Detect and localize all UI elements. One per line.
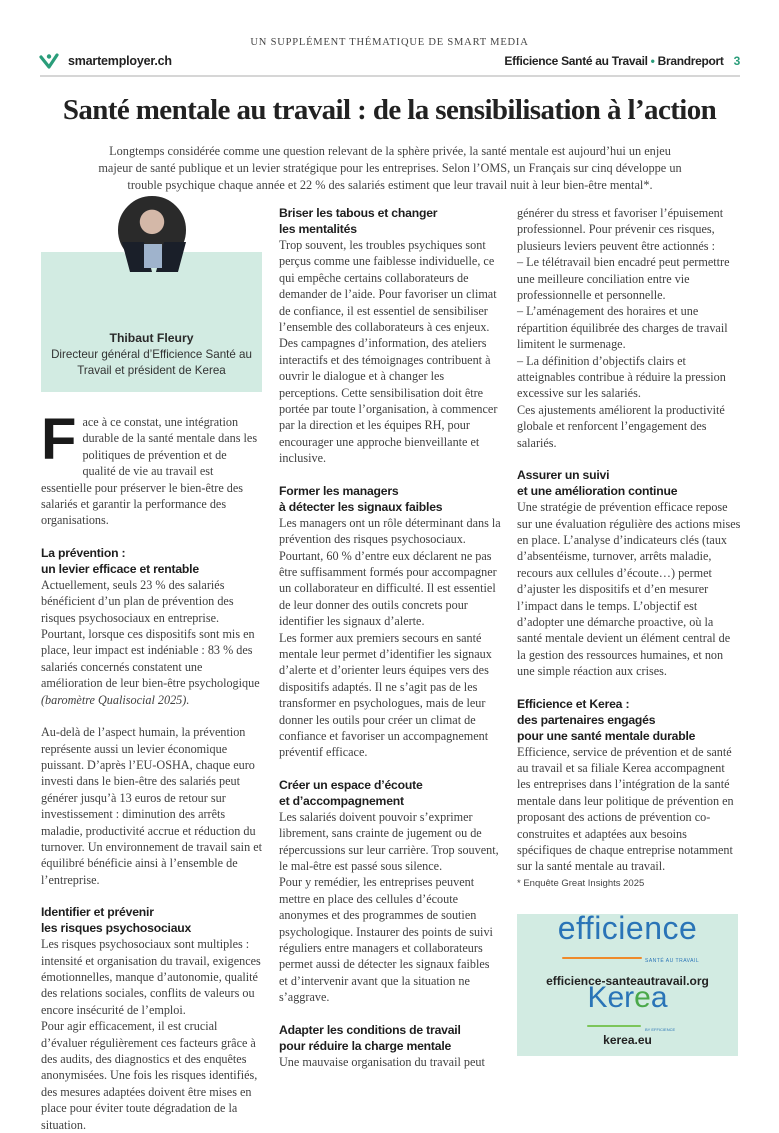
efficience-logo: efficience (557, 910, 698, 947)
site-name: smartemployer.ch (68, 54, 172, 68)
column-2 (279, 205, 501, 1070)
column-3 (517, 205, 741, 1056)
list-item: – L’aménagement des horaires et une répartition équilibrée des charges de travail limitent le surmenage. (517, 304, 728, 352)
section-heading: Briser les tabous et changer les mentalités (279, 206, 438, 236)
kerea-tagline: BY EFFICIENCE (645, 1027, 676, 1033)
section-paragraph: Actuellement, seuls 23 % des salariés bénéficient d’un plan de prévention des risques psychosociaux en entreprise. Pourtant, lorsque ces dispositifs sont mis en place, leur impact est indéniable : 83 % des salariés concernés constatent une amélioration de leur bien-être psychologique (baromètre Qualisocial 2025). (41, 577, 260, 707)
footnote: * Enquête Great Insights 2025 (517, 877, 645, 889)
section-paragraph: Les former aux premiers secours en santé mentale leur permet d’identifier les signaux d’alerte et d’orienter leurs équipes vers des dispositifs adaptés. Il ne s’agit pas de les transformer en psychologues, mais de leur donner les outils pour créer un climat de confiance et favoriser un accompagnement préventif efficace. (279, 630, 492, 760)
section-paragraph: Les managers ont un rôle déterminant dans la prévention des risques psychosociaux. Pourtant, 60 % d’entre eux déclarent ne pas être suffisamment formés pour accompagner un collaborateur en difficulté. Il est essentiel de leur donner des outils concrets pour identifier les signaux d’alerte. (279, 515, 501, 629)
section-paragraph: Les salariés doivent pouvoir s’exprimer librement, sans crainte de jugement ou de répercussions sur leur carrière. Trop souvent, le mal-être est passé sous silence. (279, 809, 499, 873)
avatar-shirt (144, 244, 162, 268)
section-paragraph: Au-delà de l’aspect humain, la prévention représente aussi un levier économique puissant. D’après l’EU-OSHA, chaque euro investi dans le bien-être des salariés peut générer jusqu’à 13 euros de retour sur investissement : diminution des arrêts maladie, productivité accrue et réduction du turnover. Un environnement de travail sain et équilibré bénéficie ainsi à l’ensemble de l’entreprise. (41, 725, 262, 887)
author-card (41, 252, 262, 392)
section-paragraph: Les risques psychosociaux sont multiples : intensité et organisation du travail, exigences émotionnelles, manque d’autonomie, qualité des relations sociales, conflits de valeurs ou encore insécurité de l’emploi. (41, 937, 261, 1017)
header-divider (40, 75, 740, 77)
section-heading: Adapter les conditions de travail pour réduire la charge mentale (279, 1022, 461, 1053)
drop-cap: F (41, 407, 77, 472)
section-paragraph: Efficience, service de prévention et de santé au travail et sa filiale Kerea accompagnent les entreprises dans l’intégration de la santé mentale dans leur politique de prévention en proposant des actions de prévention co-construites et adaptées aux besoins spécifiques de chaque entreprise notamment sur la santé mentale au travail. (517, 744, 734, 874)
intro-paragraph (41, 407, 262, 529)
list-item: – Le télétravail bien encadré peut permettre une meilleure conciliation entre vie professionnelle et personnelle. (517, 255, 730, 303)
author-avatar (116, 194, 188, 266)
masthead (40, 52, 740, 74)
section-label: Brandreport (657, 54, 724, 68)
section-paragraph: Une mauvaise organisation du travail peut (279, 1054, 485, 1069)
section-heading: Identifier et prévenir les risques psychosociaux (41, 905, 192, 936)
kerea-logo-underline (587, 1025, 641, 1027)
section-paragraph: générer du stress et favoriser l’épuisement professionnel. Pour prévenir ces risques, plusieurs leviers peuvent être actionnés : (517, 206, 724, 253)
section-paragraph: Trop souvent, les troubles psychiques sont perçus comme une faiblesse individuelle, ce qui empêche certains collaborateurs de demander de l’aide. Pour favoriser un climat de confiance, il est essentiel de sensibiliser l’ensemble des collaborateurs à ces enjeux. Des campagnes d’information, des ateliers interactifs et des témoignages contribuent à ouvrir le dialogue et à changer les perceptions. Cette sensibilisation doit être portée par toute l’organisation, à commencer par la direction et les équipes RH, pour encourager une approche bienveillante et inclusive. (279, 238, 498, 466)
checkmark-heart-icon (40, 53, 58, 69)
kerea-logo: Kerea (587, 981, 668, 1015)
section-heading: Former les managers à détecter les signaux faibles (279, 483, 443, 514)
publication-info (504, 54, 740, 68)
efficience-tagline: SANTÉ AU TRAVAIL (645, 958, 700, 965)
section-paragraph: Pour agir efficacement, il est crucial d’évaluer régulièrement ces facteurs grâce à des audits, des diagnostics et des enquêtes anonymisées. Une fois les risques identifiés, des mesures adaptées doivent être mises en place pour éviter toute dégradation de la situation. (41, 1019, 258, 1132)
separator-dot: • (650, 54, 655, 68)
supplement-banner: UN SUPPLÉMENT THÉMATIQUE DE SMART MEDIA (250, 37, 529, 48)
sponsor-box (517, 910, 738, 1056)
column-1 (41, 200, 262, 1133)
section-paragraph: Ces ajustements améliorent la productivité globale et renforcent l’engagement des salariés. (517, 402, 725, 450)
author-name: Thibaut Fleury (109, 331, 194, 345)
intro-text: ace à ce constat, une intégration durable de la santé mentale dans les politiques de prévention et de qualité de vie au travail est essentielle pour préserver le bien-être des salariés et garantir la performance des organisations. (41, 415, 258, 528)
efficience-url-link[interactable]: efficience-santeautravail.org (546, 974, 709, 989)
section-heading: La prévention : un levier efficace et rentable (41, 545, 199, 576)
article-lead: Longtemps considérée comme une question relevant de la sphère privée, la santé mentale est aujourd’hui un enjeu majeur de santé publique et un levier stratégique pour les entreprises. Selon l’OMS, un Français sur cinq développe un trouble psychique chaque année et 22 % des salariés estiment que leur travail nuit à leur bien-être mental*. (98, 144, 682, 192)
section-heading: Efficience et Kerea : des partenaires engagés pour une santé mentale durable (517, 696, 696, 743)
author-role: Directeur général d’Efficience Santé au Travail et président de Kerea (51, 348, 252, 377)
kerea-url-link[interactable]: kerea.eu (603, 1033, 652, 1048)
site-logo[interactable] (40, 53, 172, 69)
publication-name: Efficience Santé au Travail (504, 54, 648, 68)
section-heading: Créer un espace d’écoute et d’accompagnement (279, 777, 423, 808)
section-heading: Assurer un suivi et une amélioration continue (517, 468, 678, 499)
page-number: 3 (733, 54, 740, 68)
efficience-logo-underline (562, 957, 642, 959)
section-paragraph: Une stratégie de prévention efficace repose sur une évaluation régulière des actions mises en place. L’analyse d’indicateurs clés (taux d’absentéisme, turnover, arrêts maladie, recours aux cellules d’écoute…) permet d’ajuster les dispositifs et d’en mesurer l’impact dans le temps. L’objectif est d’adopter une démarche proactive, où la santé mentale devient un élément central de la gestion des ressources humaines, et non une simple réaction aux crises. (517, 500, 741, 679)
article-title: Santé mentale au travail : de la sensibilisation à l’action (62, 94, 717, 126)
section-paragraph: Pour y remédier, les entreprises peuvent mettre en place des cellules d’écoute anonymes et des programmes de soutien psychologique. Instaurer des points de suivi réguliers entre managers et collaborateurs permet aussi de détecter les signaux faibles et d’intervenir avant que la situation ne s’aggrave. (279, 875, 493, 1005)
list-item: – La définition d’objectifs clairs et atteignables contribue à réduire la pression excessive sur les salariés. (517, 353, 726, 401)
source-citation: (baromètre Qualisocial 2025). (41, 692, 190, 707)
